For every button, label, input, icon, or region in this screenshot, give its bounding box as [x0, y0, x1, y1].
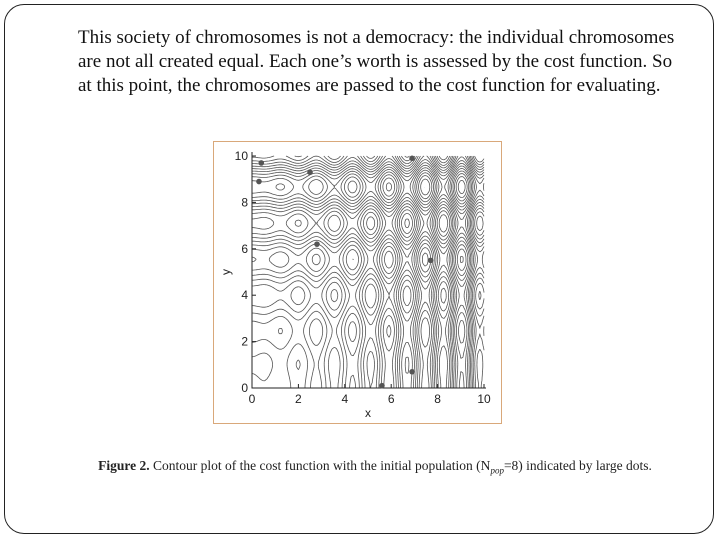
- y-tick-label: 4: [241, 288, 248, 303]
- x-tick-label: 10: [477, 392, 491, 406]
- x-tick-label: 6: [387, 392, 395, 406]
- figure-caption: [70, 457, 680, 480]
- body-text: This society of chromosomes is not a democracy: the individual chromosomes are not all created equal. Each one’s worth is assessed by the cost function. So at this point, the chromosomes are passed to the cost function for evaluating.: [78, 27, 675, 96]
- population-dot: [379, 383, 385, 389]
- x-tick-label: 8: [434, 392, 441, 406]
- x-axis-label: x: [365, 406, 371, 420]
- y-tick-label: 0: [241, 381, 248, 395]
- caption-label: Figure 2.: [98, 458, 150, 473]
- population-dot: [307, 169, 313, 175]
- caption-subscript: pop: [490, 465, 504, 476]
- x-tick-label: 0: [248, 392, 256, 406]
- contour-path: [252, 156, 484, 388]
- caption-text-after: =8) indicated by large dots.: [503, 458, 652, 473]
- x-tick-label: 4: [341, 392, 349, 406]
- population-dot: [256, 179, 262, 185]
- population-dot: [314, 241, 320, 247]
- population-dot: [428, 258, 434, 264]
- y-tick-label: 6: [241, 241, 248, 256]
- contour-lines: [252, 156, 484, 388]
- population-dot: [409, 369, 415, 375]
- population-dot: [258, 160, 264, 166]
- y-axis-label: y: [219, 269, 233, 275]
- y-tick-label: 2: [241, 334, 248, 349]
- caption-text-before: Contour plot of the cost function with the initial population (N: [152, 458, 491, 473]
- contour-plot: [214, 142, 501, 423]
- y-tick-label: 10: [234, 149, 248, 163]
- contour-figure: [213, 141, 502, 424]
- x-tick-label: 2: [295, 392, 302, 406]
- population-dot: [409, 156, 415, 162]
- y-tick-label: 8: [241, 195, 248, 210]
